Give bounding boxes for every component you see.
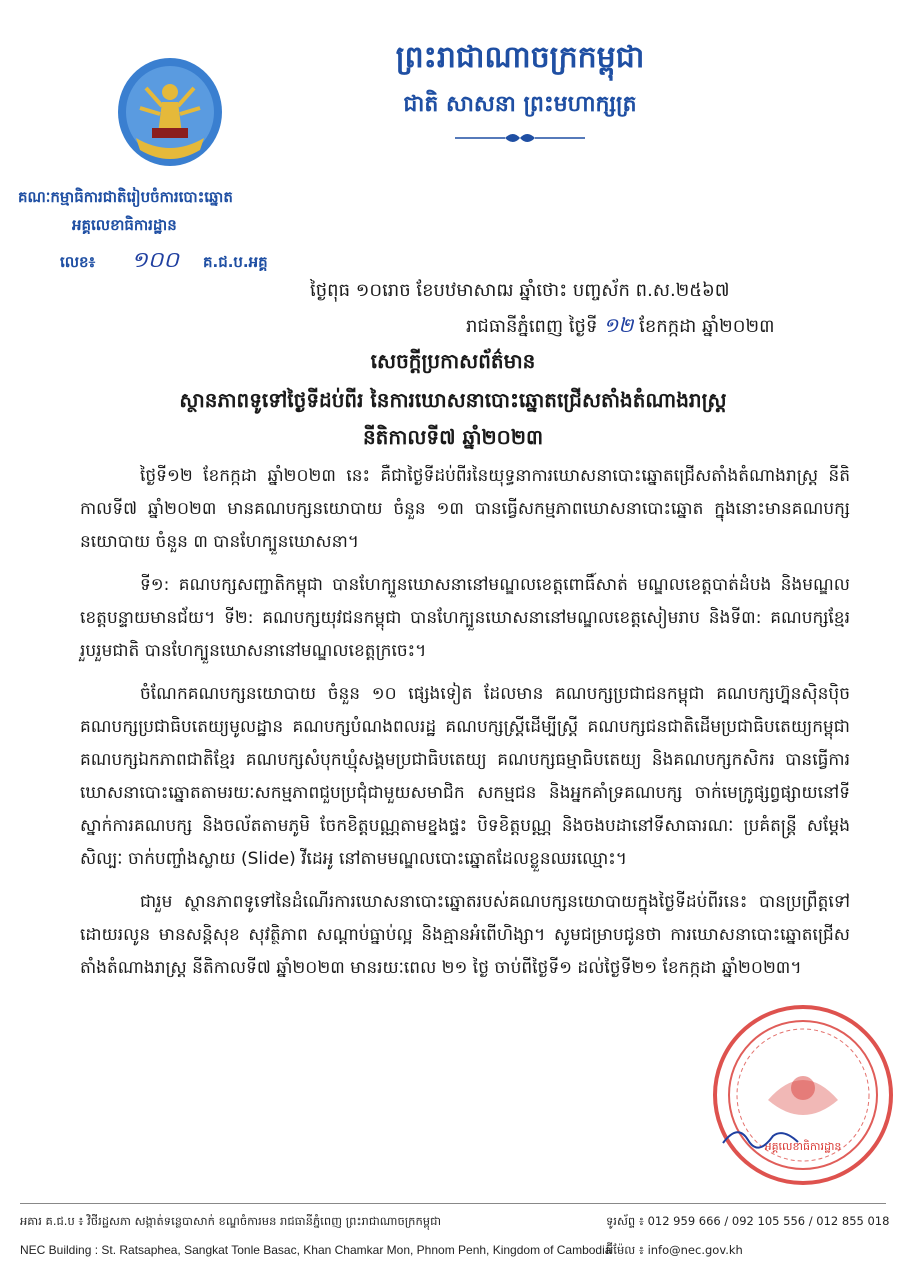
ornament-divider	[455, 130, 585, 146]
lunar-date: ថ្ងៃពុធ ១០រោច ខែបឋមាសាឍ ឆ្នាំថោះ បញ្ចស័ក ព.ស.២៥៦៧	[310, 280, 730, 301]
email-address[interactable]: info@nec.gov.kh	[647, 1243, 743, 1257]
document-body	[80, 460, 850, 995]
city-date-day: ១២	[603, 313, 634, 337]
footer-address-khmer: អគារ គ.ជ.ប ៖ វិថីរដ្ឋសភា សង្កាត់ទន្លេបាសាក់ ខណ្ឌចំការមន រាជធានីភ្នំពេញ ព្រះរាជាណាចក្រកម្ពុជា	[20, 1214, 442, 1228]
phone-label: ទូរស័ព្ទ ៖	[606, 1214, 644, 1228]
reference-code: គ.ជ.ប.អគ្គ	[202, 253, 268, 271]
footer-email	[606, 1243, 743, 1260]
body-paragraph-4: ជារួម ស្ថានភាពទូទៅនៃដំណើរការឃោសនាបោះឆ្នោតរបស់គណបក្សនយោបាយក្នុងថ្ងៃទីដប់ពីរនេះ បានប្រព្រឹត្តទៅដោយរលូន មានសន្តិសុខ សុវត្ថិភាព សណ្តាប់ធ្នាប់ល្អ និងគ្មានអំពើហិង្សា។ សូមជម្រាបជូនថា ការឃោសនាបោះឆ្នោតជ្រើសតាំងតំណាងរាស្ត្រ នីតិកាលទី៧ ឆ្នាំ២០២៣ មានរយៈពេល ២១ ថ្ងៃ ចាប់ពីថ្ងៃទី១ ដល់ថ្ងៃទី២១ ខែកក្កដា ឆ្នាំ២០២៣។	[80, 892, 850, 978]
document-title: សេចក្តីប្រកាសព័ត៌មាន	[370, 349, 536, 373]
city-date-suffix: ខែកក្កដា ឆ្នាំ២០២៣	[639, 316, 775, 337]
official-seal	[708, 1000, 898, 1190]
document-subtitle: ស្ថានភាពទូទៅថ្ងៃទីដប់ពីរ នៃការឃោសនាបោះឆ្នោតជ្រើសតាំងតំណាងរាស្ត្រ	[179, 388, 727, 412]
body-paragraph-2: ទី១: គណបក្សសញ្ជាតិកម្ពុជា បានហែក្បួនឃោសនានៅមណ្ឌលខេត្តពោធិ៍សាត់ មណ្ឌលខេត្តបាត់ដំបង និងមណ្ឌលខេត្តបន្ទាយមានជ័យ។ ទី២: គណបក្សយុវជនកម្ពុជា បានហែក្បួនឃោសនានៅមណ្ឌលខេត្តសៀមរាប និងទី៣: គណបក្សខ្មែររួបរួមជាតិ បានហែក្បួនឃោសនានៅមណ្ឌលខេត្តក្រចេះ។	[80, 575, 850, 661]
national-motto: ជាតិ សាសនា ព្រះមហាក្សត្រ	[403, 91, 637, 117]
phone-numbers: 012 959 666 / 092 105 556 / 012 855 018	[647, 1214, 890, 1228]
footer-phone	[606, 1214, 889, 1231]
kingdom-heading: ព្រះរាជាណាចក្រកម្ពុជា	[395, 40, 645, 75]
body-paragraph-3: ចំណែកគណបក្សនយោបាយ ចំនួន ១០ ផ្សេងទៀត ដែលមាន គណបក្សប្រជាជនកម្ពុជា គណបក្សហ្វ៊ុនស៊ិនប៉ិច គណបក្សប្រជាធិបតេយ្យមូលដ្ឋាន គណបក្សបំណងពលរដ្ឋ គណបក្សស្ត្រីដើម្បីស្ត្រី គណបក្សជនជាតិដើមប្រជាធិបតេយ្យកម្ពុជា គណបក្សឯកភាពជាតិខ្មែរ គណបក្សសំបុកឃ្មុំសង្គមប្រជាធិបតេយ្យ គណបក្សធម្មាធិបតេយ្យ និងគណបក្សកសិករ បានធ្វើការឃោសនាបោះឆ្នោតតាមរយៈសកម្មភាពជួបប្រជុំជាមួយសមាជិក សកម្មជន និងអ្នកគាំទ្រគណបក្ស ចាក់មេក្រូផ្សព្វផ្សាយនៅទីស្នាក់ការគណបក្ស និងចល័តតាមភូមិ ចែកខិត្តបណ្ណតាមខ្នងផ្ទះ បិទខិត្តបណ្ណ និងចងបដានៅទីសាធារណៈ ប្រគំតន្ត្រី សម្តែងសិល្បៈ ចាក់បញ្ចាំងស្លាយ (Slide) វីដេអូ នៅតាមមណ្ឌលបោះឆ្នោតដែលខ្លួនឈរឈ្មោះ។	[80, 684, 850, 869]
nec-logo	[116, 58, 224, 170]
department-name: អគ្គលេខាធិការដ្ឋាន	[72, 216, 177, 234]
city-date	[466, 312, 775, 342]
reference-label: លេខ៖	[60, 253, 96, 271]
organization-name: គណៈកម្មាធិការជាតិរៀបចំការបោះឆ្នោត	[18, 188, 233, 206]
signature-mark	[718, 1118, 808, 1158]
body-paragraph-1: ថ្ងៃទី១២ ខែកក្កដា ឆ្នាំ២០២៣ នេះ គឺជាថ្ងៃទីដប់ពីរនៃយុទ្ធនាការឃោសនាបោះឆ្នោតជ្រើសតាំងតំណាងរាស្ត្រ នីតិកាលទី៧ ឆ្នាំ២០២៣ មានគណបក្សនយោបាយ ចំនួន ១៣ បានធ្វើសកម្មភាពឃោសនាបោះឆ្នោត ក្នុងនោះមានគណបក្សនយោបាយ ចំនួន ៣ បានហែក្បួនឃោសនា។	[80, 466, 850, 552]
seal-text: អគ្គលេខាធិការដ្ឋាន	[764, 1140, 842, 1153]
email-label: អ៊ីម៉ែល ៖	[606, 1243, 644, 1257]
footer-divider	[20, 1203, 886, 1204]
reference-number: ១០០	[131, 248, 179, 273]
document-subtitle-term: នីតិកាលទី៧ ឆ្នាំ២០២៣	[362, 425, 544, 449]
footer-address-english: NEC Building : St. Ratsaphea, Sangkat Tonle Basac, Khan Chamkar Mon, Phnom Penh, Kingdom of Cambodia	[20, 1243, 612, 1257]
city-date-prefix: រាជធានីភ្នំពេញ ថ្ងៃទី	[466, 316, 598, 337]
reference-line	[60, 246, 268, 278]
